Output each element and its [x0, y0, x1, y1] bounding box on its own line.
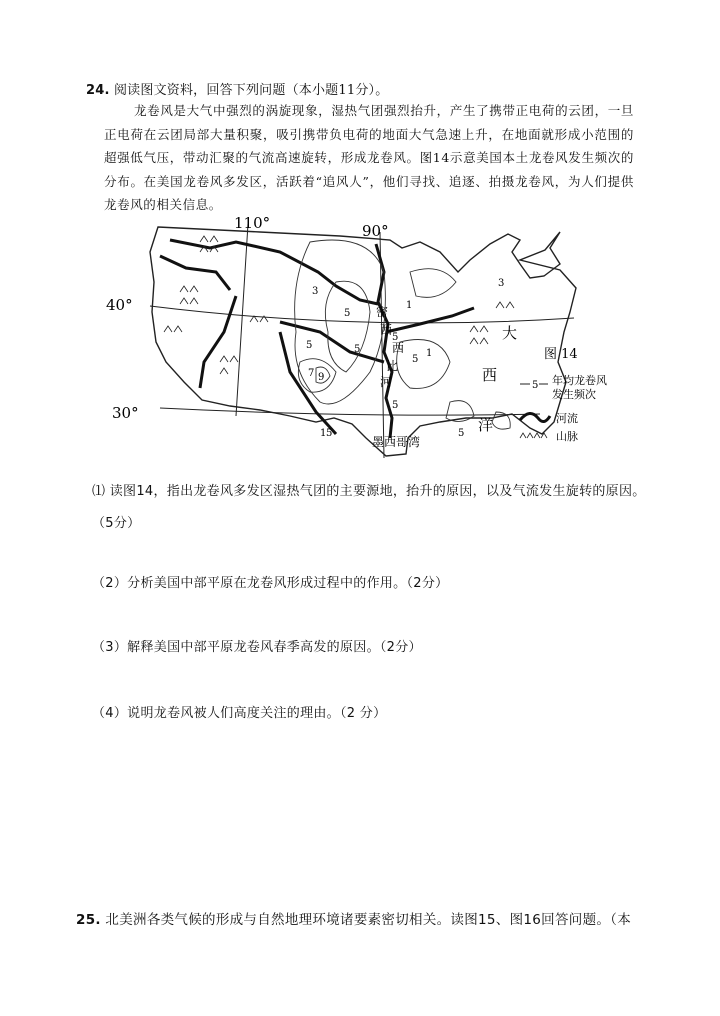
lon-110-label: 110°	[234, 214, 271, 232]
colorado-river	[200, 296, 236, 388]
material-paragraph: 龙卷风是大气中强烈的涡旋现象，湿热气团强烈抬升，产生了携带正电荷的云团，一旦正电荷在云团局部大量积聚，吸引携带负电荷的地面大气急速上升，在地面就形成小范围的超强低气压，带动汇聚的气流高速旋转，形成龙卷风。图14示意美国本土龙卷风发生频次的分布。在美国龙卷风多发区，活跃着“追风人”，他们寻找、追逐、拍摄龙卷风，为人们提供龙卷风的相关信息。	[104, 103, 634, 212]
svg-text:5: 5	[392, 332, 399, 343]
svg-text:发生频次: 发生频次	[552, 388, 596, 401]
sub-question-4: （4）说明龙卷风被人们高度关注的理由。（2 分）	[92, 706, 387, 721]
svg-text:9: 9	[318, 372, 325, 383]
svg-text:1: 1	[406, 300, 413, 311]
lat-40-label: 40°	[106, 296, 133, 314]
sub-question-3: （3）解释美国中部平原龙卷风春季高发的原因。（2分）	[92, 640, 422, 655]
svg-text:山脉: 山脉	[556, 430, 578, 443]
question-number: 25.	[76, 912, 101, 928]
question-24-stem	[86, 79, 388, 98]
svg-text:3: 3	[498, 278, 505, 289]
svg-text:5: 5	[306, 340, 313, 351]
frequency-contours	[295, 240, 511, 429]
svg-text:年均龙卷风: 年均龙卷风	[552, 374, 607, 387]
svg-text:5: 5	[412, 354, 419, 365]
sub-question-1: ⑴ 读图14，指出龙卷风多发区湿热气团的主要源地，抬升的原因，以及气流发生旋转的原因。（5分）	[92, 484, 646, 531]
svg-text:5: 5	[392, 400, 399, 411]
ohio-river	[386, 308, 474, 332]
svg-text:1: 1	[320, 428, 327, 439]
meridian-110	[236, 224, 248, 416]
question-25-stem	[76, 908, 631, 928]
tornado-frequency-map	[106, 212, 640, 472]
parallel-30	[160, 408, 540, 415]
figure-label: 图 14	[544, 347, 578, 362]
svg-text:大: 大	[502, 324, 518, 342]
columbia-river	[160, 256, 230, 290]
svg-text:西: 西	[482, 366, 498, 384]
map-legend	[520, 373, 607, 443]
lat-30-label: 30°	[112, 404, 139, 422]
svg-text:洋: 洋	[478, 416, 494, 434]
svg-text:5: 5	[344, 308, 351, 319]
river-name: 密 西 西 比 河	[376, 305, 405, 389]
lon-90-label: 90°	[362, 222, 389, 240]
question-stem: 阅读图文资料，回答下列问题（本小题11分）。	[113, 83, 389, 98]
mountain-ranges	[164, 236, 514, 374]
svg-text:5: 5	[354, 344, 361, 355]
svg-text:7: 7	[308, 368, 315, 379]
svg-text:1: 1	[426, 348, 433, 359]
svg-text:河流: 河流	[556, 412, 578, 425]
parallel-40	[150, 306, 574, 323]
question-number: 24.	[86, 83, 110, 98]
svg-text:5: 5	[532, 380, 539, 391]
gulf-label: 墨西哥湾	[372, 435, 421, 449]
sub-question-2: （2）分析美国中部平原在龙卷风形成过程中的作用。（2分）	[92, 576, 449, 591]
svg-text:5: 5	[458, 428, 465, 439]
question-text: 北美洲各类气候的形成与自然地理环境诸要素密切相关。读图15、图16回答问题。（本	[105, 912, 632, 928]
svg-text:5: 5	[326, 428, 333, 439]
svg-text:3: 3	[312, 286, 319, 297]
